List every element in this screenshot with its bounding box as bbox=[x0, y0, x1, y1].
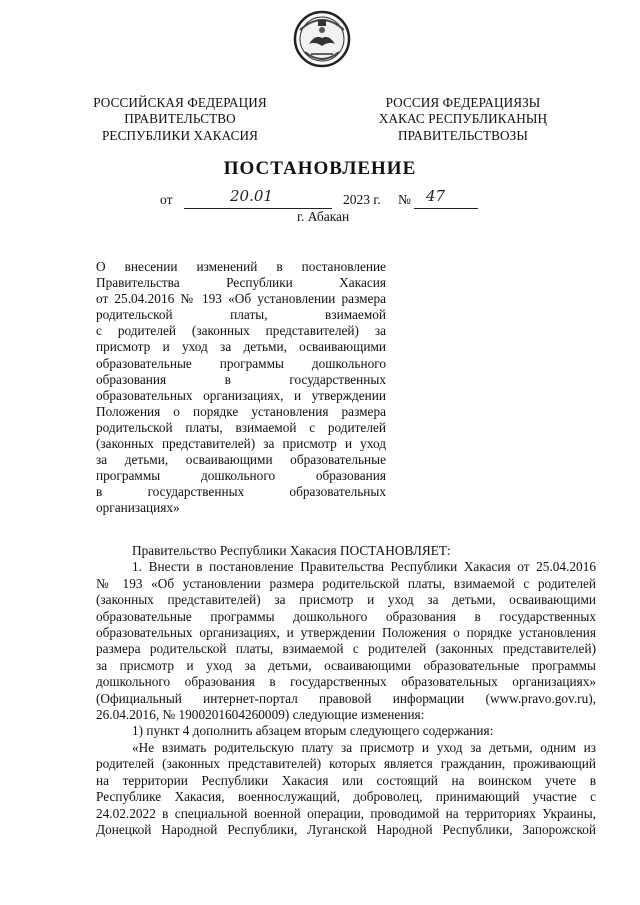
body-line: дошкольного образования в государственных образовательных организациях» bbox=[96, 674, 596, 690]
subject-line: присмотр и уход за детьми, осваивающими bbox=[96, 339, 386, 355]
header-right bbox=[373, 95, 553, 144]
date-prefix: от bbox=[160, 192, 173, 207]
header-right-line: ПРАВИТЕЛЬСТВОЗЫ bbox=[398, 127, 528, 143]
subject-line: образовательные программы дошкольного bbox=[96, 355, 386, 371]
number-underline bbox=[414, 208, 478, 209]
subject-line: (законных представителей) за присмотр и уход bbox=[96, 436, 386, 452]
body-line: 1) пункт 4 дополнить абзацем вторым следующего содержания: bbox=[132, 723, 494, 739]
subject-line: программы дошкольного образования bbox=[96, 468, 386, 484]
body-line: за присмотр и уход за детьми, осваивающими образовательные программы bbox=[96, 657, 596, 673]
body-line-preamble: Правительство Республики Хакасия ПОСТАНОВЛЯЕТ: bbox=[132, 543, 451, 558]
subject-line: родительской платы, взимаемой с родителей bbox=[96, 419, 386, 435]
resolution-body bbox=[96, 543, 596, 838]
header-left-line: РОССИЙСКАЯ ФЕДЕРАЦИЯ bbox=[93, 95, 267, 110]
header-right-line: ХАКАС РЕСПУБЛИКАНЫҢ bbox=[378, 111, 548, 127]
subject-line: Положения о порядке установления размера bbox=[96, 403, 386, 419]
header-left-line: РЕСПУБЛИКИ ХАКАСИЯ bbox=[102, 127, 258, 143]
body-line: на территории Республики Хакасия или состоящий на воинском учете в bbox=[96, 772, 596, 788]
subject-line: образовательных организациях, и утверждении bbox=[96, 387, 386, 403]
body-line: родителей (законных представителей) которых является гражданин, проживающий bbox=[96, 756, 596, 772]
body-line: (Официальный интернет-портал правовой информации (www.pravo.gov.ru), bbox=[96, 690, 596, 706]
date-handwritten: 20.01 bbox=[230, 187, 273, 205]
subject-line: родительской платы, взимаемой bbox=[96, 307, 386, 323]
subject-line: в государственных образовательных bbox=[96, 484, 386, 500]
number-sign: № bbox=[398, 192, 411, 207]
header-right-line: РОССИЯ ФЕДЕРАЦИЯЗЫ bbox=[385, 95, 541, 110]
coat-of-arms-emblem bbox=[291, 8, 353, 70]
year: 2023 г. bbox=[343, 192, 381, 207]
body-line: 26.04.2016, № 1900201604260009) следующие изменения: bbox=[96, 707, 425, 723]
body-line: Республике Хакасия, военнослужащий, доброволец, принимающий участие с bbox=[96, 789, 596, 805]
subject-line: организациях» bbox=[96, 500, 180, 516]
body-line: размера родительской платы, взимаемой с родителей (законных представителей) bbox=[96, 641, 596, 657]
subject-line: с родителей (законных представителей) за bbox=[96, 323, 386, 339]
body-line: Донецкой Народной Республики, Луганской Народной Республики, Запорожской bbox=[96, 821, 596, 837]
body-line: 24.02.2022 в специальной военной операции, проводимой на территориях Украины, bbox=[96, 805, 596, 821]
city: г. Абакан bbox=[297, 209, 350, 224]
subject-line: образования в государственных bbox=[96, 371, 386, 387]
body-line: 1. Внести в постановление Правительства Республики Хакасия от 25.04.2016 bbox=[132, 559, 596, 575]
document-title: ПОСТАНОВЛЕНИЕ bbox=[223, 158, 417, 179]
body-line: «Не взимать родительскую плату за присмотр и уход за детьми, одним из bbox=[132, 739, 596, 755]
subject-line: от 25.04.2016 № 193 «Об установлении размера bbox=[96, 291, 386, 307]
body-line: (законных представителей) за присмотр и уход за детьми, осваивающими bbox=[96, 592, 596, 608]
number-handwritten: 47 bbox=[426, 187, 446, 205]
subject-line: Правительства Республики Хакасия bbox=[96, 275, 386, 291]
body-line: образовательные программы дошкольного образования в государственных bbox=[96, 608, 596, 624]
subject-block bbox=[96, 259, 386, 517]
body-line: № 193 «Об установлении размера родительской платы, взимаемой с родителей bbox=[96, 575, 596, 591]
subject-line: О внесении изменений в постановление bbox=[96, 259, 386, 274]
body-line: образовательных организациях, и утверждении Положения о порядке установления bbox=[96, 625, 596, 641]
subject-line: за детьми, осваивающими образовательные bbox=[96, 452, 386, 468]
header-left-line: ПРАВИТЕЛЬСТВО bbox=[124, 111, 236, 127]
header-left bbox=[92, 95, 268, 144]
